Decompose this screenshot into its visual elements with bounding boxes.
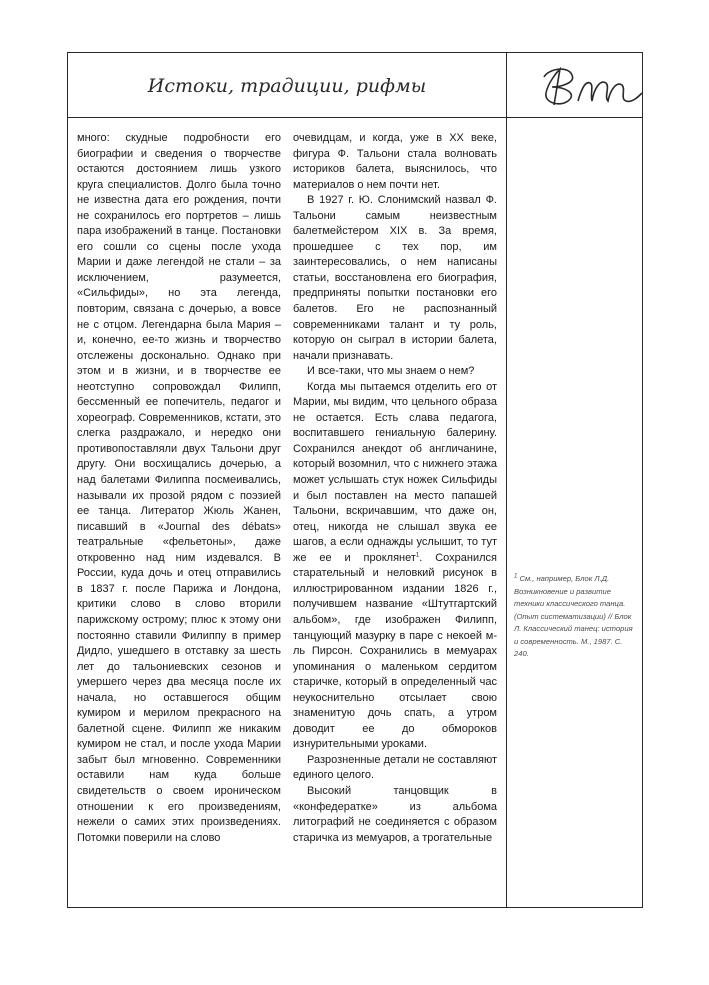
text-column-right — [293, 131, 497, 846]
paragraph-text: Когда мы пытаемся отделить его от Марии, мы видим, что цельного образа не остается. Есть слава педагога, воспитавшего гениальную балерину. Сохранился анекдот об англичанине, который возомнил, что с нижнего этажа может услышать стук ножек Сильфиды и был поставлен на место папашей Тальони, вскричавшим, что даже он, отец, никогда не слышал звука ее шагов, а если однажды услышит, то тут же ее и проклянет — [293, 380, 497, 564]
chapter-title: Истоки, традиции, рифмы — [147, 75, 427, 97]
monogram-logo — [538, 63, 648, 109]
text-column-left — [77, 131, 281, 846]
footnote-text: См., например, Блок Л.Д. Возникновение и развитие техники классического танца. (Опыт систематизации) // Блок Л. Классический танец: история и современность. М., 1987. С. 240. — [514, 574, 633, 658]
footnote-number: 1 — [514, 573, 518, 580]
logo-text: BM — [538, 63, 540, 64]
page-header — [68, 53, 642, 118]
paragraph: много: скудные подробности его биографии и сведения о творчестве остаются достоянием лишь узкого круга специалистов. Долго была точно не известна дата его рождения, почти не сохранилось его портретов – лишь пара изображений в танце. Постановки его сошли со сцены после ухода Марии и даже легендой не стали – за исключением, разумеется, «Сильфиды», но эта легенда, повторим, связана с дочерью, а вовсе не с отцом. Легендарна была Мария – и, конечно, ее-то жизнь и творчество отслежены досконально. Однако при этом и в жизни, и в творчестве ее неотступно сопровождал Филипп, бессменный ее попечитель, педагог и хореограф. Современников, кстати, это слегка раздражало, и нередко они противопоставляли двух Тальони друг другу. Они восхищались дочерью, а над балетами Филиппа посмеивались, называли их прозой рядом с поэзией ее танца. Литератор Жюль Жанен, писавший в «Journal des débats» театральные «фельетоны», даже откровенно над ним издевался. В России, куда дочь и отец отправились в 1837 г. после Парижа и Лондона, критики слово в слово вторили парижскому острому; плюс к этому они постоянно ставили Филиппу в пример Дидло, ушедшего в отставку за шесть лет до тальониевских сезонов и умершего через два месяца после их начала, но оставшегося общим кумиром и мерилом прекрасного на балетной сцене. Филипп же никаким кумиром не стал, и после ухода Марии забыт был мгновенно. Современники оставили нам куда больше свидетельств о своем ироническом отношении к его произведениям, нежели о самих этих произведениях. Потомки поверили на слово — [77, 132, 281, 844]
paragraph: И все-таки, что мы знаем о нем? — [307, 365, 475, 378]
column-divider — [506, 53, 507, 907]
paragraph-with-footnote — [293, 380, 497, 753]
paragraph: Высокий танцовщик в «конфедератке» из альбома литографий не соединяется с образом старичка из мемуаров, а трогательные — [293, 784, 497, 844]
paragraph: Разрозненные детали не составляют единого целого. — [293, 753, 497, 782]
paragraph: В 1927 г. Ю. Слонимский назвал Ф. Тальони самым неизвестным балетмейстером XIX в. За время, прошедшее с тех пор, им заинтересовались, о нем написаны статьи, восстановлена его биография, предприняты попытки постановки его балетов. Его не распознанный современниками талант и ту роль, которую он сыграл в истории балета, начали признавать. — [293, 194, 497, 362]
page-frame — [67, 52, 643, 908]
paragraph: очевидцам, и когда, уже в XX веке, фигура Ф. Тальони стала волновать историков балета, выяснилось, что материалов о нем почти нет. — [293, 132, 497, 191]
paragraph-text: . Сохранился старательный и неловкий рисунок в иллюстрированном издании 1826 г., получившем название «Штутгартский альбом», где изображен Филипп, танцующий мазурку в паре с некоей м-ль Пирсон. Сохранились в мемуарах упоминания о маленьком сердитом старичке, который в определенный час неукоснительно отсылает свою знаменитую дочь спать, а утром доводит ее до обмороков изнурительными уроками. — [293, 551, 497, 751]
footnote-marker[interactable]: 1 — [415, 552, 420, 559]
footnote — [514, 573, 638, 661]
